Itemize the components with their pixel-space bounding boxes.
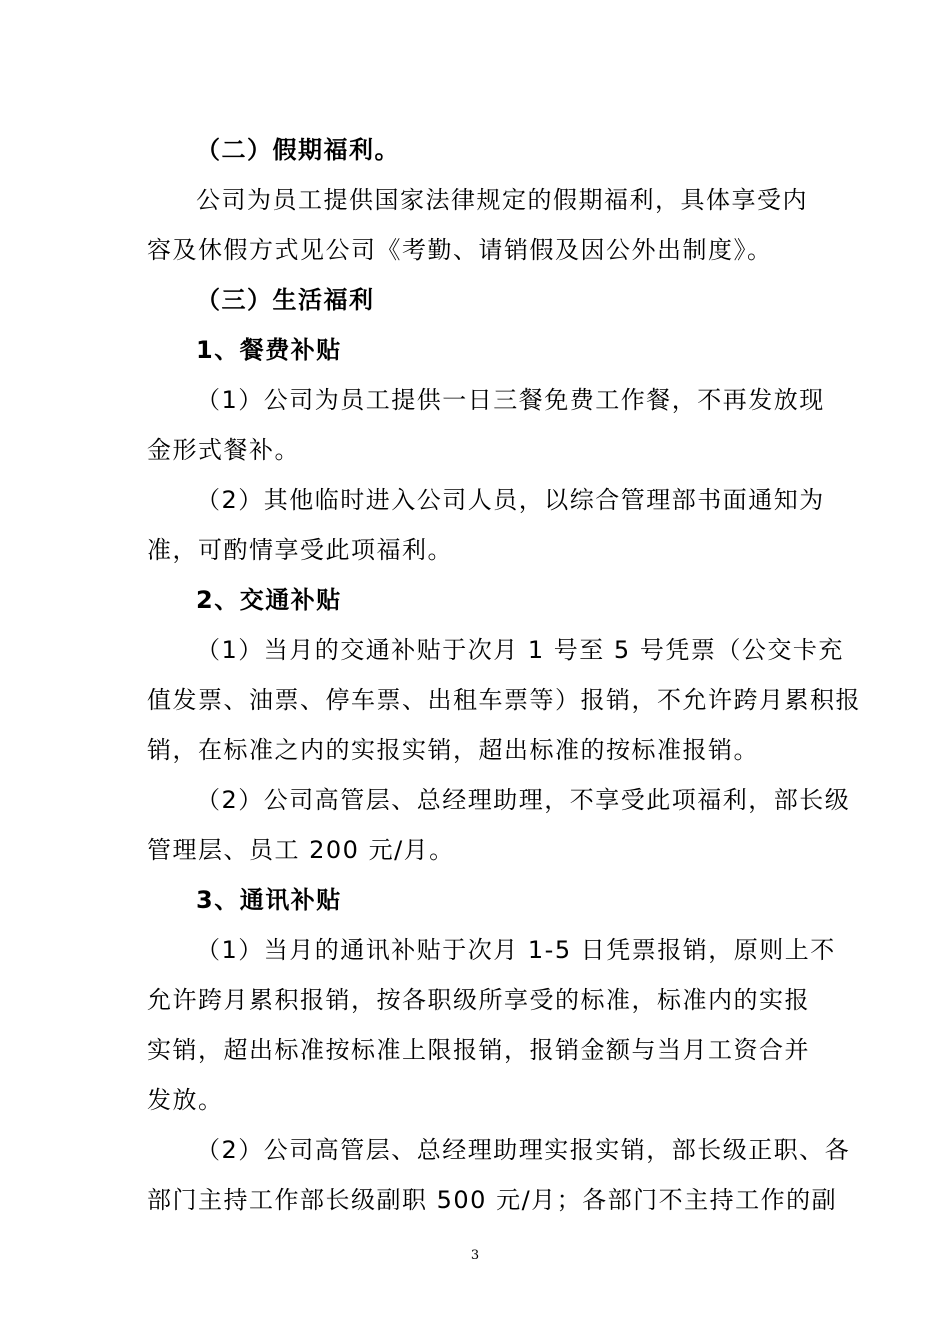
paragraph-line: 发放。: [147, 1086, 224, 1114]
page-number: 3: [470, 1248, 480, 1263]
section-heading: 1、餐费补贴: [196, 336, 342, 364]
section-heading: （三）生活福利: [196, 286, 375, 314]
paragraph-line: 部门主持工作部长级副职 500 元/月；各部门不主持工作的副: [147, 1186, 838, 1214]
paragraph-line: （1）当月的交通补贴于次月 1 号至 5 号凭票（公交卡充: [196, 636, 844, 664]
section-heading: 3、通讯补贴: [196, 886, 342, 914]
paragraph-line: 准，可酌情享受此项福利。: [147, 536, 453, 564]
paragraph-line: 金形式餐补。: [147, 436, 300, 464]
paragraph-line: 容及休假方式见公司《考勤、请销假及因公外出制度》。: [147, 236, 773, 264]
paragraph-line: （2）公司高管层、总经理助理实报实销，部长级正职、各: [196, 1136, 851, 1164]
section-heading: 2、交通补贴: [196, 586, 342, 614]
paragraph-line: 销，在标准之内的实报实销，超出标准的按标准报销。: [147, 736, 759, 764]
paragraph-line: 值发票、油票、停车票、出租车票等）报销，不允许跨月累积报: [147, 686, 861, 714]
paragraph-line: 公司为员工提供国家法律规定的假期福利，具体享受内: [196, 186, 808, 214]
paragraph-line: （1）公司为员工提供一日三餐免费工作餐，不再发放现: [196, 386, 825, 414]
paragraph-line: 允许跨月累积报销，按各职级所享受的标准，标准内的实报: [147, 986, 810, 1014]
paragraph-line: 实销，超出标准按标准上限报销，报销金额与当月工资合并: [147, 1036, 810, 1064]
paragraph-line: （1）当月的通讯补贴于次月 1-5 日凭票报销，原则上不: [196, 936, 836, 964]
section-heading: （二）假期福利。: [196, 136, 400, 164]
paragraph-line: 管理层、员工 200 元/月。: [147, 836, 455, 864]
paragraph-line: （2）公司高管层、总经理助理，不享受此项福利，部长级: [196, 786, 851, 814]
paragraph-line: （2）其他临时进入公司人员，以综合管理部书面通知为: [196, 486, 825, 514]
